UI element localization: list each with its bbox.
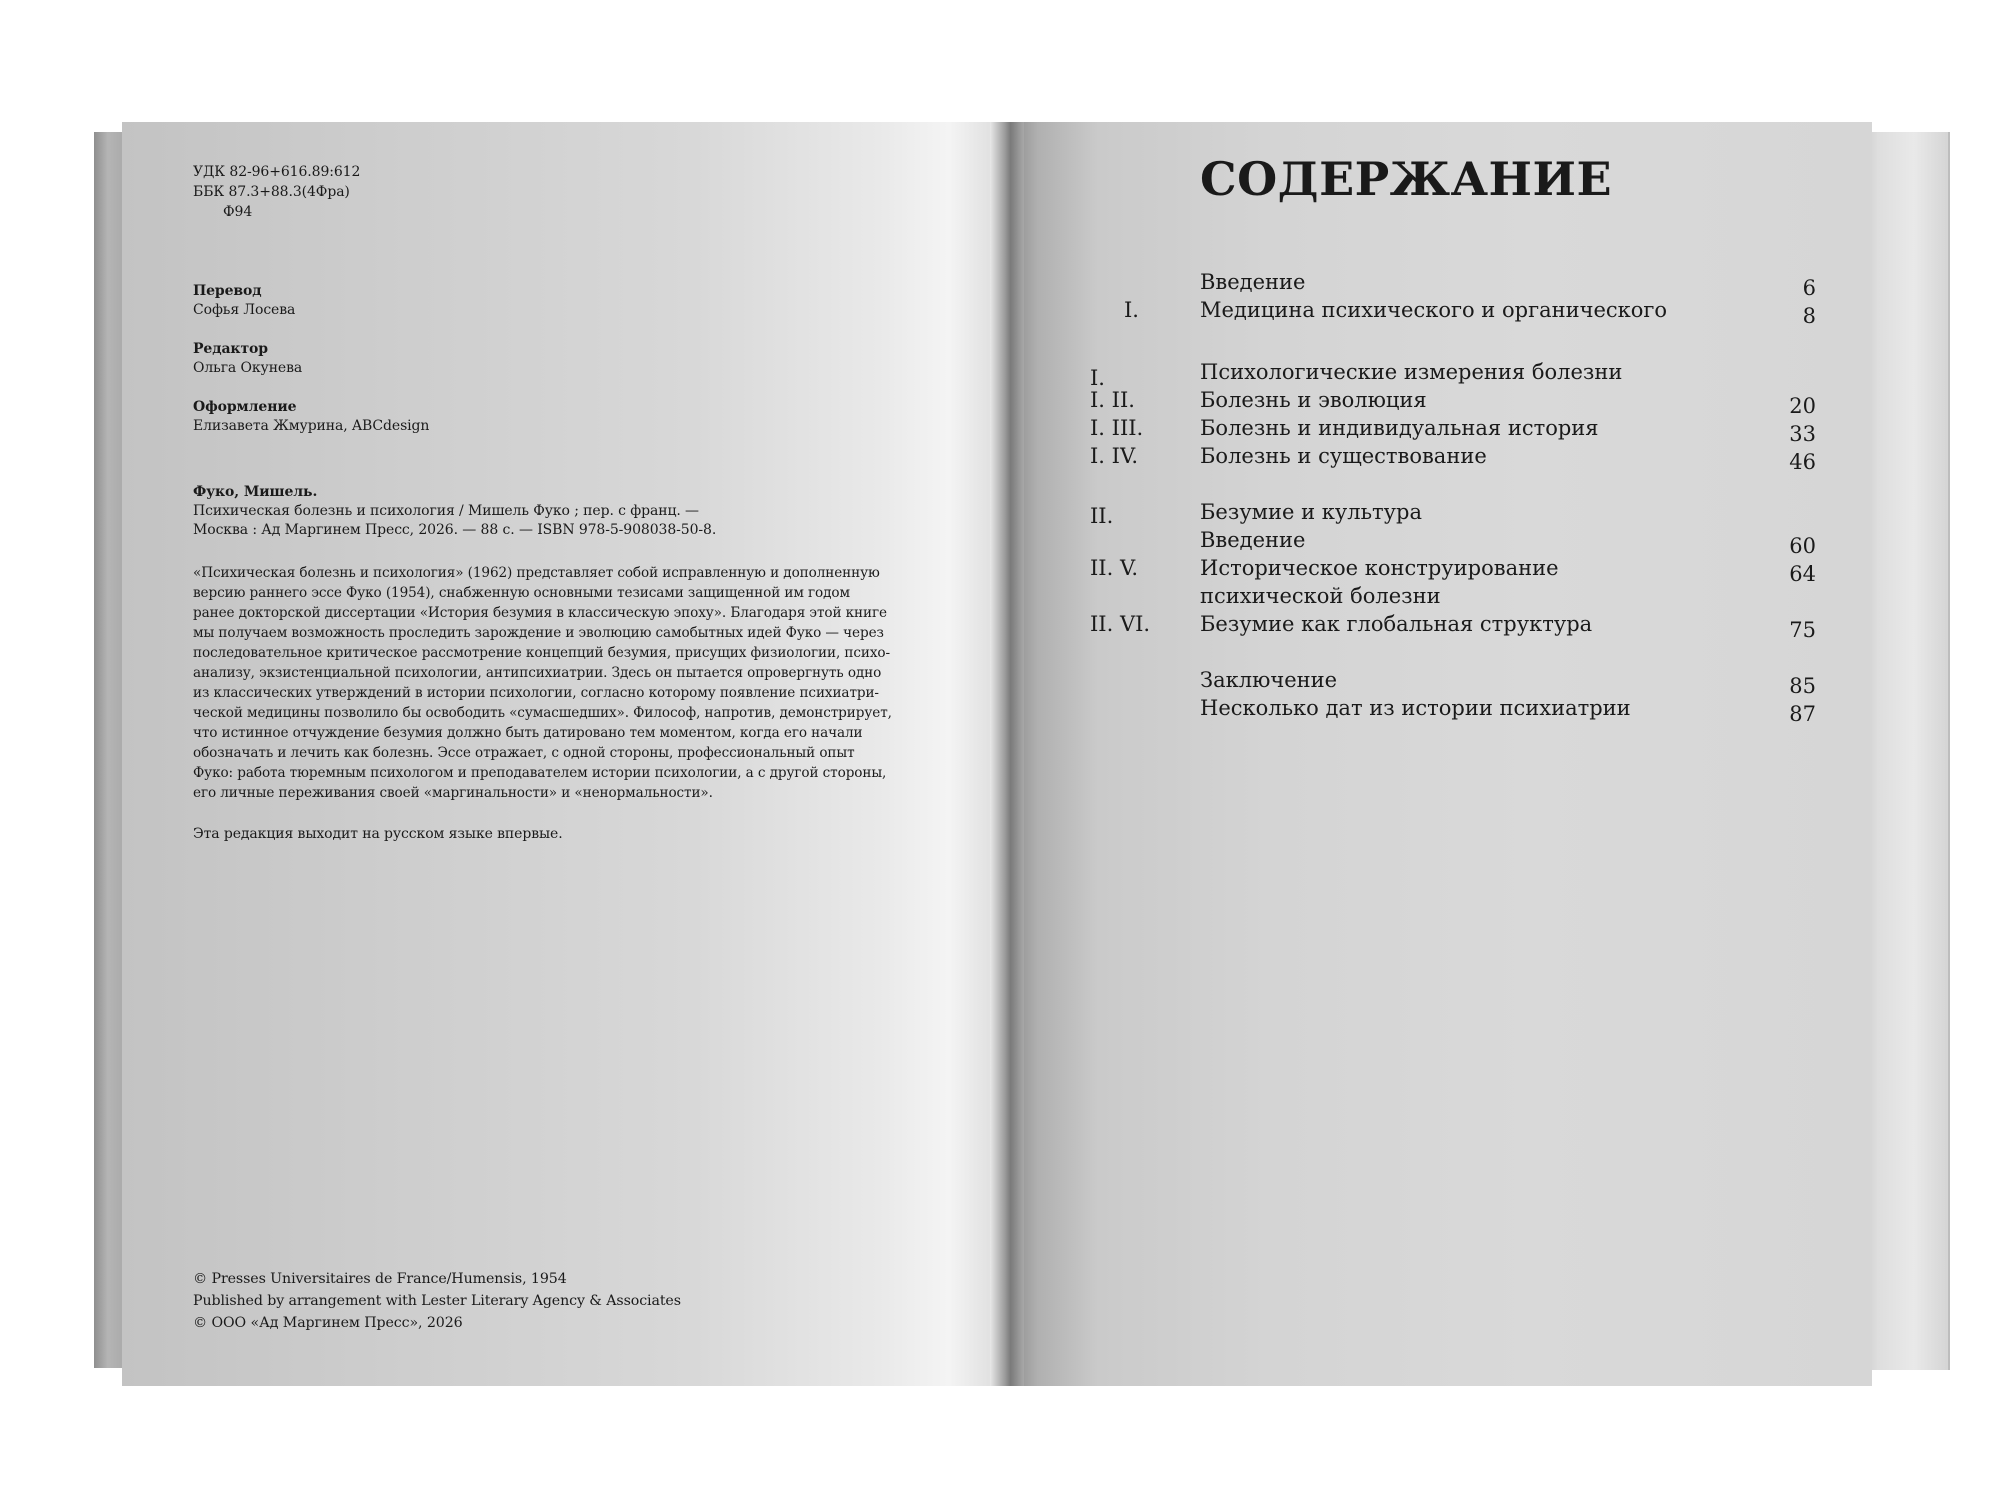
toc-number: II. V. bbox=[1090, 556, 1139, 580]
bib-line: Москва : Ад Маргинем Пресс, 2026. — 88 с. — ISBN 978-5-908038-50-8. bbox=[193, 522, 717, 538]
book-edge-right bbox=[1860, 132, 1950, 1370]
bib-author: Фуко, Мишель. bbox=[193, 484, 318, 500]
copyright-block bbox=[193, 1268, 681, 1334]
annotation-line: версию раннего эссе Фуко (1954), снабженную основными тезисами защищенной им годом bbox=[193, 585, 850, 601]
toc-row bbox=[1090, 556, 1850, 584]
toc-entry: Медицина психического и органического bbox=[1200, 298, 1668, 322]
copyright-line: © ООО «Ад Маргинем Пресс», 2026 bbox=[193, 1315, 463, 1331]
toc-row bbox=[1090, 584, 1850, 612]
annotation-line: ранее докторской диссертации «История безумия в классическую эпоху». Благодаря этой книге bbox=[193, 605, 887, 621]
toc-row bbox=[1090, 668, 1850, 696]
toc-entry: Психологические измерения болезни bbox=[1200, 360, 1623, 384]
toc-number: I. IV. bbox=[1090, 444, 1139, 468]
annotation-line: мы получаем возможность проследить зарождение и эволюцию самобытных идей Фуко — через bbox=[193, 625, 884, 641]
toc-row bbox=[1090, 360, 1850, 388]
toc-number: II. bbox=[1090, 504, 1114, 528]
bibliographic-record bbox=[193, 483, 716, 540]
toc-row bbox=[1090, 444, 1850, 472]
toc-row bbox=[1090, 416, 1850, 444]
credit-heading: Оформление bbox=[193, 399, 297, 415]
credit-name: Ольга Окунева bbox=[193, 360, 303, 376]
toc-number: I. II. bbox=[1090, 388, 1135, 412]
annotation-line: ческой медицины позволило бы освободить «сумасшедших». Философ, напротив, демонстрирует, bbox=[193, 705, 892, 721]
copyright-line: Published by arrangement with Lester Literary Agency & Associates bbox=[193, 1293, 681, 1309]
credit-editor bbox=[193, 340, 429, 378]
toc-row bbox=[1090, 500, 1850, 528]
annotation-line: «Психическая болезнь и психология» (1962) представляет собой исправленную и дополненную bbox=[193, 565, 880, 581]
toc-page-number: 87 bbox=[1789, 702, 1816, 726]
book-gutter bbox=[990, 122, 1024, 1386]
toc-page-number: 60 bbox=[1789, 534, 1816, 558]
toc-title: СОДЕРЖАНИЕ bbox=[1200, 152, 1613, 206]
toc-entry: Историческое конструирование bbox=[1200, 556, 1559, 580]
toc-row bbox=[1090, 298, 1850, 326]
toc-page-number: 6 bbox=[1802, 276, 1816, 300]
annotation-line: последовательное критическое рассмотрение концепций безумия, присущих физиологии, психо- bbox=[193, 645, 890, 661]
toc-number: I. bbox=[1090, 366, 1105, 390]
copyright-line: © Presses Universitaires de France/Humensis, 1954 bbox=[193, 1271, 567, 1287]
toc-page-number: 20 bbox=[1789, 394, 1816, 418]
toc-page-number: 64 bbox=[1789, 562, 1816, 586]
credit-heading: Редактор bbox=[193, 341, 268, 357]
toc-page-number: 46 bbox=[1789, 450, 1816, 474]
toc-row bbox=[1090, 270, 1850, 298]
toc-page-number: 75 bbox=[1789, 618, 1816, 642]
toc-entry: Несколько дат из истории психиатрии bbox=[1200, 696, 1631, 720]
toc-page-number: 85 bbox=[1789, 674, 1816, 698]
toc-row bbox=[1090, 388, 1850, 416]
annotation-line: что истинное отчуждение безумия должно быть датировано тем моментом, когда его начали bbox=[193, 725, 863, 741]
toc-entry: Безумие и культура bbox=[1200, 500, 1422, 524]
annotation-line: анализу, экзистенциальной психологии, антипсихиатрии. Здесь он пытается опровергнуть одно bbox=[193, 665, 882, 681]
toc-row bbox=[1090, 612, 1850, 640]
credits-block bbox=[193, 282, 429, 456]
credit-translation bbox=[193, 282, 429, 320]
toc-number: II. VI. bbox=[1090, 612, 1151, 636]
toc-entry: Болезнь и индивидуальная история bbox=[1200, 416, 1599, 440]
bbk-line: ББК 87.3+88.3(4Фра) bbox=[193, 184, 350, 200]
toc-entry: Введение bbox=[1200, 528, 1306, 552]
toc-row bbox=[1090, 528, 1850, 556]
bib-line: Психическая болезнь и психология / Мишель Фуко ; пер. с франц. — bbox=[193, 503, 699, 519]
author-mark-line: Ф94 bbox=[223, 204, 253, 220]
toc-page-number: 8 bbox=[1802, 304, 1816, 328]
book-annotation bbox=[193, 563, 892, 803]
toc-page-number: 33 bbox=[1789, 422, 1816, 446]
credit-heading: Перевод bbox=[193, 283, 262, 299]
toc-entry: психической болезни bbox=[1200, 584, 1441, 608]
udk-line: УДК 82-96+616.89:612 bbox=[193, 164, 361, 180]
toc-row bbox=[1090, 696, 1850, 724]
credit-design bbox=[193, 398, 429, 436]
first-edition-note: Эта редакция выходит на русском языке впервые. bbox=[193, 826, 563, 842]
credit-name: Софья Лосева bbox=[193, 302, 296, 318]
annotation-line: обозначать и лечить как болезнь. Эссе отражает, с одной стороны, профессиональный опыт bbox=[193, 745, 855, 761]
toc-entry: Болезнь и эволюция bbox=[1200, 388, 1427, 412]
toc-number: I. III. bbox=[1090, 416, 1144, 440]
annotation-line: из классических утверждений в истории психологии, согласно которому появление психиатри- bbox=[193, 685, 879, 701]
toc-entry: Болезнь и существование bbox=[1200, 444, 1487, 468]
udk-block bbox=[193, 162, 360, 222]
toc-entry: Безумие как глобальная структура bbox=[1200, 612, 1593, 636]
toc-entry: Заключение bbox=[1200, 668, 1338, 692]
annotation-line: Фуко: работа тюремным психологом и преподавателем истории психологии, а с другой стороны, bbox=[193, 765, 887, 781]
annotation-line: его личные переживания своей «маргинальности» и «ненормальности». bbox=[193, 785, 713, 801]
toc-entry: Введение bbox=[1200, 270, 1306, 294]
toc-number: I. bbox=[1124, 298, 1139, 322]
credit-name: Елизавета Жмурина, ABCdesign bbox=[193, 418, 430, 434]
